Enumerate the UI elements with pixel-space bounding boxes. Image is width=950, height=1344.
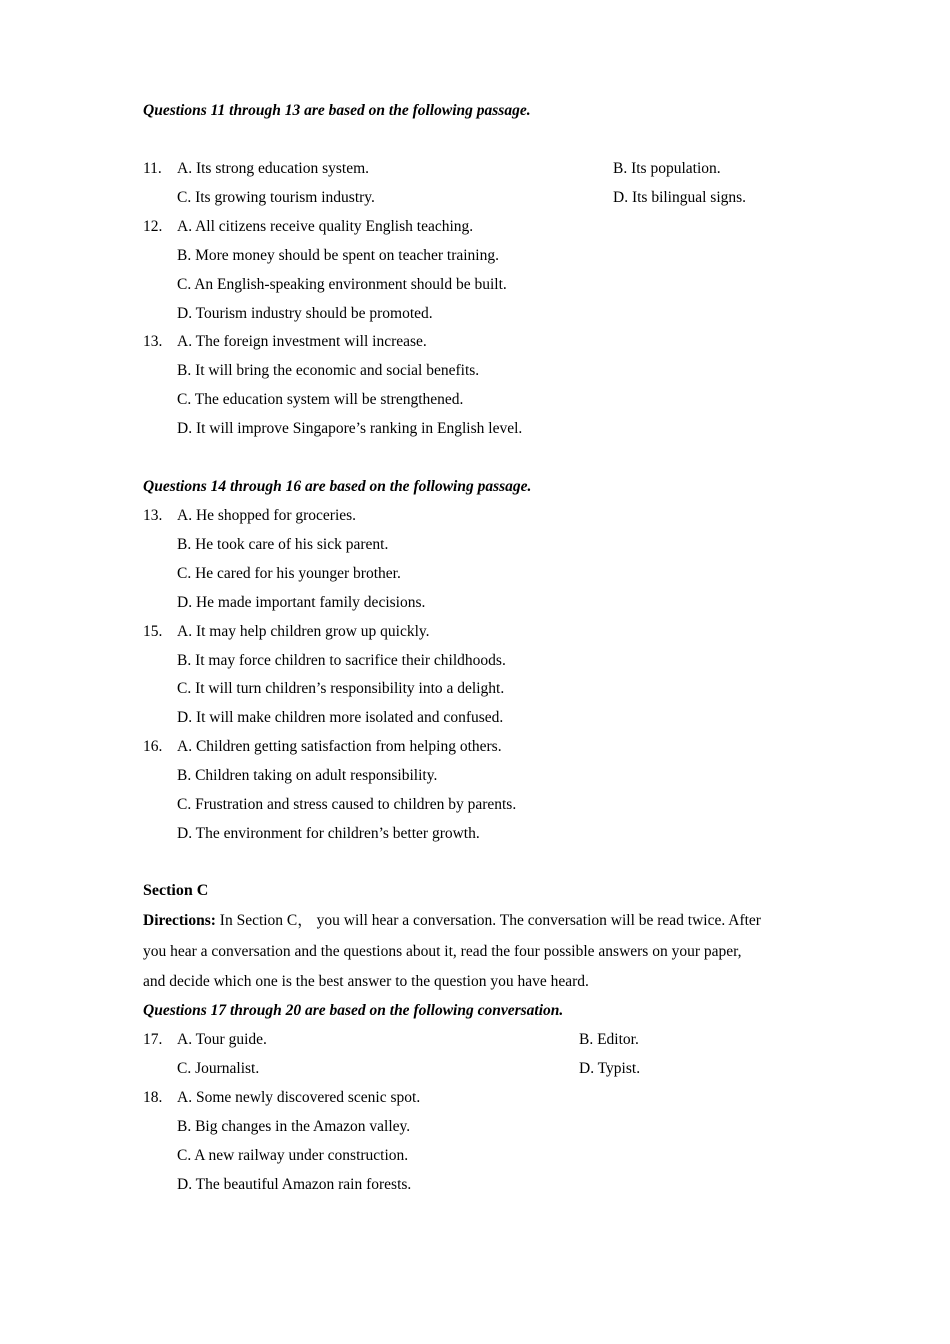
q11-option-c: C. Its growing tourism industry. bbox=[177, 189, 375, 206]
q18-option-d: D. The beautiful Amazon rain forests. bbox=[177, 1176, 412, 1193]
q12-option-c: C. An English-speaking environment should be built. bbox=[177, 276, 507, 293]
directions-line-3: and decide which one is the best answer to the question you have heard. bbox=[143, 973, 589, 990]
q16-option-c: C. Frustration and stress caused to children by parents. bbox=[177, 796, 517, 813]
directions-text-1: In Section C， you will hear a conversation. The conversation will be read twice. After bbox=[215, 912, 761, 929]
q18-option-c: C. A new railway under construction. bbox=[177, 1147, 409, 1164]
q15-option-c: C. It will turn children’s responsibility into a delight. bbox=[177, 680, 505, 697]
q18-option-a: A. Some newly discovered scenic spot. bbox=[177, 1089, 421, 1106]
q13-option-d: D. It will improve Singapore’s ranking in English level. bbox=[177, 420, 523, 437]
q11-option-b: B. Its population. bbox=[613, 160, 721, 177]
q14-option-c: C. He cared for his younger brother. bbox=[177, 565, 401, 582]
q16-option-a: A. Children getting satisfaction from helping others. bbox=[177, 738, 502, 755]
passage-heading-11-13: Questions 11 through 13 are based on the following passage. bbox=[143, 102, 531, 119]
q17-option-d: D. Typist. bbox=[579, 1060, 641, 1077]
question-number-16: 16. bbox=[143, 738, 163, 755]
q11-option-a: A. Its strong education system. bbox=[177, 160, 370, 177]
q14-option-d: D. He made important family decisions. bbox=[177, 594, 426, 611]
q16-option-b: B. Children taking on adult responsibility. bbox=[177, 767, 438, 784]
question-number-15: 15. bbox=[143, 623, 163, 640]
q13-option-a: A. The foreign investment will increase. bbox=[177, 333, 427, 350]
q13-option-c: C. The education system will be strengthened. bbox=[177, 391, 464, 408]
q12-option-d: D. Tourism industry should be promoted. bbox=[177, 305, 433, 322]
q17-option-a: A. Tour guide. bbox=[177, 1031, 267, 1048]
question-number-14: 13. bbox=[143, 507, 163, 524]
conversation-heading-17-20: Questions 17 through 20 are based on the following conversation. bbox=[143, 1002, 564, 1019]
question-number-18: 18. bbox=[143, 1089, 163, 1106]
passage-heading-14-16: Questions 14 through 16 are based on the following passage. bbox=[143, 478, 532, 495]
q14-option-b: B. He took care of his sick parent. bbox=[177, 536, 389, 553]
question-number-12: 12. bbox=[143, 218, 163, 235]
q17-option-b: B. Editor. bbox=[579, 1031, 639, 1048]
q12-option-b: B. More money should be spent on teacher training. bbox=[177, 247, 499, 264]
q15-option-b: B. It may force children to sacrifice their childhoods. bbox=[177, 652, 506, 669]
section-c-title: Section C bbox=[143, 882, 209, 899]
q16-option-d: D. The environment for children’s better growth. bbox=[177, 825, 480, 842]
question-number-17: 17. bbox=[143, 1031, 163, 1048]
question-number-11: 11. bbox=[143, 160, 162, 177]
q12-option-a: A. All citizens receive quality English teaching. bbox=[177, 218, 474, 235]
q18-option-b: B. Big changes in the Amazon valley. bbox=[177, 1118, 411, 1135]
q17-option-c: C. Journalist. bbox=[177, 1060, 260, 1077]
directions-label: Directions: bbox=[143, 912, 216, 929]
question-number-13: 13. bbox=[143, 333, 163, 350]
q13-option-b: B. It will bring the economic and social benefits. bbox=[177, 362, 480, 379]
directions-line-2: you hear a conversation and the questions about it, read the four possible answers on your paper, bbox=[143, 943, 742, 960]
q15-option-a: A. It may help children grow up quickly. bbox=[177, 623, 430, 640]
q14-option-a: A. He shopped for groceries. bbox=[177, 507, 357, 524]
directions-line-1 bbox=[143, 911, 818, 931]
q11-option-d: D. Its bilingual signs. bbox=[613, 189, 747, 206]
q15-option-d: D. It will make children more isolated and confused. bbox=[177, 709, 504, 726]
